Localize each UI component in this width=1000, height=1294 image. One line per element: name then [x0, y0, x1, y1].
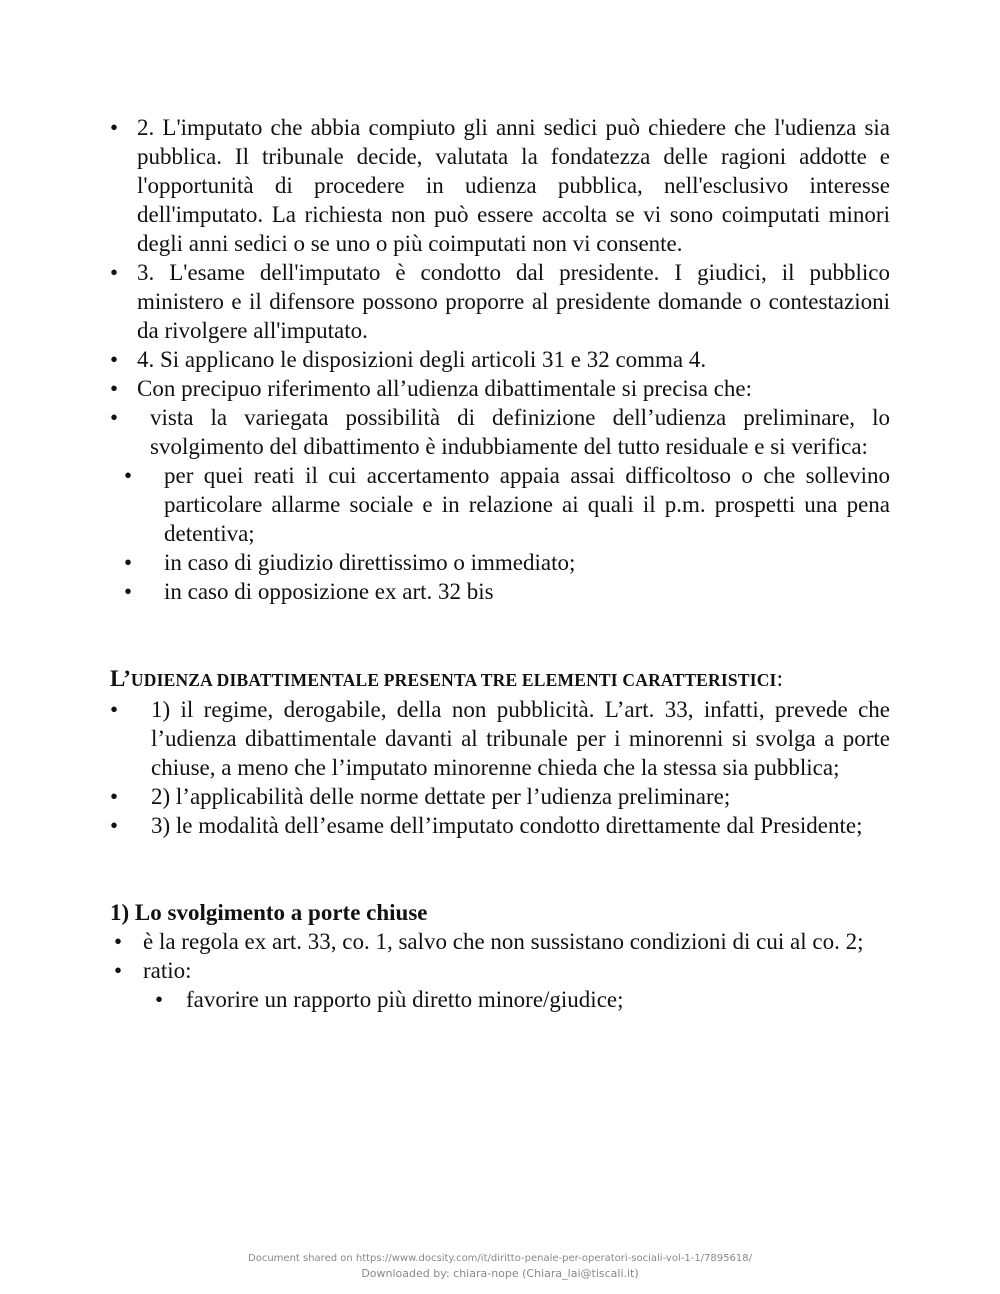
heading-smallcaps: UDIENZA DIBATTIMENTALE PRESENTA TRE ELEMENTI CARATTERISTICI — [130, 670, 777, 690]
rule-list — [110, 927, 890, 985]
article-list — [110, 113, 890, 403]
list-item: • 1) il regime, derogabile, della non pubblicità. L’art. 33, infatti, prevede che l’udienza dibattimentale davanti al tribunale per i minorenni si svolga a porte chiuse, a meno che l’imputato minorenne chieda che la stessa sia pubblica; — [110, 695, 890, 782]
list-item: • è la regola ex art. 33, co. 1, salvo che non sussistano condizioni di cui al co. 2; — [110, 927, 890, 956]
ratio-list — [155, 985, 890, 1014]
section-heading-elements — [110, 664, 890, 695]
section-heading-porte-chiuse: 1) Lo svolgimento a porte chiuse — [110, 900, 428, 925]
cases-list — [124, 461, 890, 606]
heading-initial: L’ — [110, 666, 131, 691]
document-body — [110, 113, 890, 1014]
list-item: • favorire un rapporto più diretto minore/giudice; — [155, 985, 890, 1014]
list-item: • per quei reati il cui accertamento appaia assai difficoltoso o che sollevino particolare allarme sociale e in relazione ai quali il p.m. prospetti una pena detentiva; — [124, 461, 890, 548]
list-item: • 3) le modalità dell’esame dell’imputato condotto direttamente dal Presidente; — [110, 811, 890, 840]
list-item: • 3. L'esame dell'imputato è condotto dal presidente. I giudici, il pubblico ministero e il difensore possono proporre al presidente domande o contestazioni da rivolgere all'imputato. — [110, 258, 890, 345]
list-item: • Con precipuo riferimento all’udienza dibattimentale si precisa che: — [110, 374, 890, 403]
list-item: • 2. L'imputato che abbia compiuto gli anni sedici può chiedere che l'udienza sia pubblica. Il tribunale decide, valutata la fondatezza delle ragioni addotte e l'opportunità di procedere in udienza pubblica, nell'esclusivo interesse dell'imputato. La richiesta non può essere accolta se vi sono coimputati minori degli anni sedici o se uno o più coimputati non vi consente. — [110, 113, 890, 258]
vista-list — [110, 403, 890, 461]
list-item: • in caso di opposizione ex art. 32 bis — [124, 577, 890, 606]
list-item: • 2) l’applicabilità delle norme dettate per l’udienza preliminare; — [110, 782, 890, 811]
footer-download: Downloaded by: chiara-nope (Chiara_lai@tiscali.it) — [361, 1267, 639, 1280]
elements-list — [110, 695, 890, 840]
heading-colon: : — [776, 666, 783, 691]
list-item: • ratio: — [110, 956, 890, 985]
list-item: • in caso di giudizio direttissimo o immediato; — [124, 548, 890, 577]
footer-source: Document shared on https://www.docsity.com/it/diritto-penale-per-operatori-sociali-vol-1-1/7895618/ — [248, 1253, 752, 1264]
list-item: • 4. Si applicano le disposizioni degli articoli 31 e 32 comma 4. — [110, 345, 890, 374]
list-item: • vista la variegata possibilità di definizione dell’udienza preliminare, lo svolgimento del dibattimento è indubbiamente del tutto residuale e si verifica: — [110, 403, 890, 461]
